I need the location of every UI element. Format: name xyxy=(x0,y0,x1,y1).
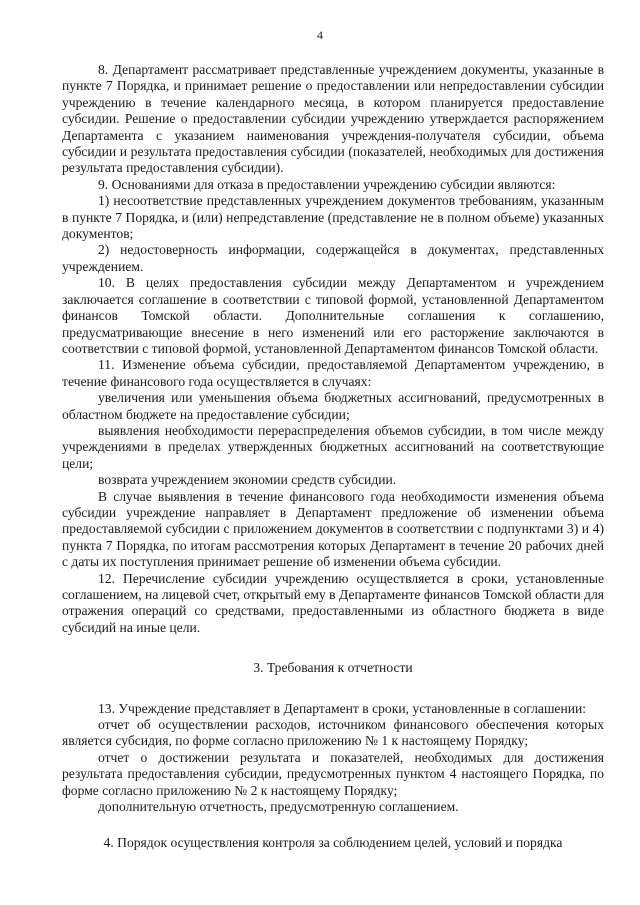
paragraph-10: 10. В целях предоставления субсидии между Департаментом и учреждением заключается соглашение в соответствии с типовой формой, установленной Департаментом финансов Томской области. Дополнительные соглашения к соглашению, предусматривающие внесение в него изменений или его расторжение заключаются в соответствии с типовой формой, установленной Департаментом финансов Томской области. xyxy=(62,275,604,356)
paragraph-11-procedure: В случае выявления в течение финансового года необходимости изменения объема субсидии учреждение направляет в Департамент предложение об изменении объема предоставляемой субсидии с приложением документов в соответствии с подпунктами 3) и 4) пункта 7 Порядка, по итогам рассмотрения которых Департамент в течение 20 рабочих дней с даты их поступления принимает решение об изменении объема субсидии. xyxy=(62,488,604,570)
section-4-title: 4. Порядок осуществления контроля за соблюдением целей, условий и порядка xyxy=(103,835,563,851)
paragraph-13-report-2: отчет о достижении результата и показателей, необходимых для достижения результата предоставления субсидии, предусмотренных пунктом 4 настоящего Порядка, по форме согласно приложению № 2 к настоящему Порядку; xyxy=(62,749,604,798)
paragraph-8: 8. Департамент рассматривает представленные учреждением документы, указанные в пункте 7 Порядка, и принимает решение о предоставлении или непредоставлении субсидии учреждению в течение календарного месяца, в котором планируется предоставление субсидии. Решение о предоставлении субсидии учреждению утверждается распоряжением Департамента с указанием наименования учреждения-получателя субсидии, объема субсидии и результата предоставления субсидии (показателей, необходимых для достижения результата предоставления субсидии). xyxy=(62,62,604,176)
paragraph-9-item-1: 1) несоответствие представленных учреждением документов требованиям, указанным в пункте 7 Порядка, и (или) непредставление (представление не в полном объеме) указанных документов; xyxy=(62,193,604,242)
paragraph-11-case-2: выявления необходимости перераспределения объемов субсидии, в том числе между учреждениями в пределах утвержденных бюджетных ассигнований на соответствующие цели; xyxy=(62,422,604,471)
paragraph-9: 9. Основаниями для отказа в предоставлении учреждению субсидии являются: xyxy=(98,176,556,192)
paragraph-9-item-2: 2) недостоверность информации, содержащейся в документах, представленных учреждением. xyxy=(62,242,604,274)
paragraph-13-report-1: отчет об осуществлении расходов, источником финансового обеспечения которых является субсидия, по форме согласно приложению № 1 к настоящему Порядку; xyxy=(62,717,604,749)
document-body xyxy=(62,62,604,852)
paragraph-11: 11. Изменение объема субсидии, предоставляемой Департаментом учреждению, в течение финансового года осуществляется в случаях: xyxy=(62,357,604,389)
paragraph-11-case-1: увеличения или уменьшения объема бюджетных ассигнований, предусмотренных в областном бюджете на предоставление субсидии; xyxy=(62,390,604,422)
page-number: 4 xyxy=(317,28,323,42)
paragraph-13: 13. Учреждение представляет в Департамент в сроки, установленные в соглашении: xyxy=(98,700,587,716)
paragraph-13-report-3: дополнительную отчетность, предусмотренную соглашением. xyxy=(98,799,459,815)
paragraph-12: 12. Перечисление субсидии учреждению осуществляется в сроки, установленные соглашением, на лицевой счет, открытый ему в Департаменте финансов Томской области для отражения операций со средствами, предоставленными из областного бюджета в виде субсидий на иные цели. xyxy=(62,570,604,635)
paragraph-11-case-3: возврата учреждением экономии средств субсидии. xyxy=(98,472,397,488)
section-3-title: 3. Требования к отчетности xyxy=(253,660,413,676)
